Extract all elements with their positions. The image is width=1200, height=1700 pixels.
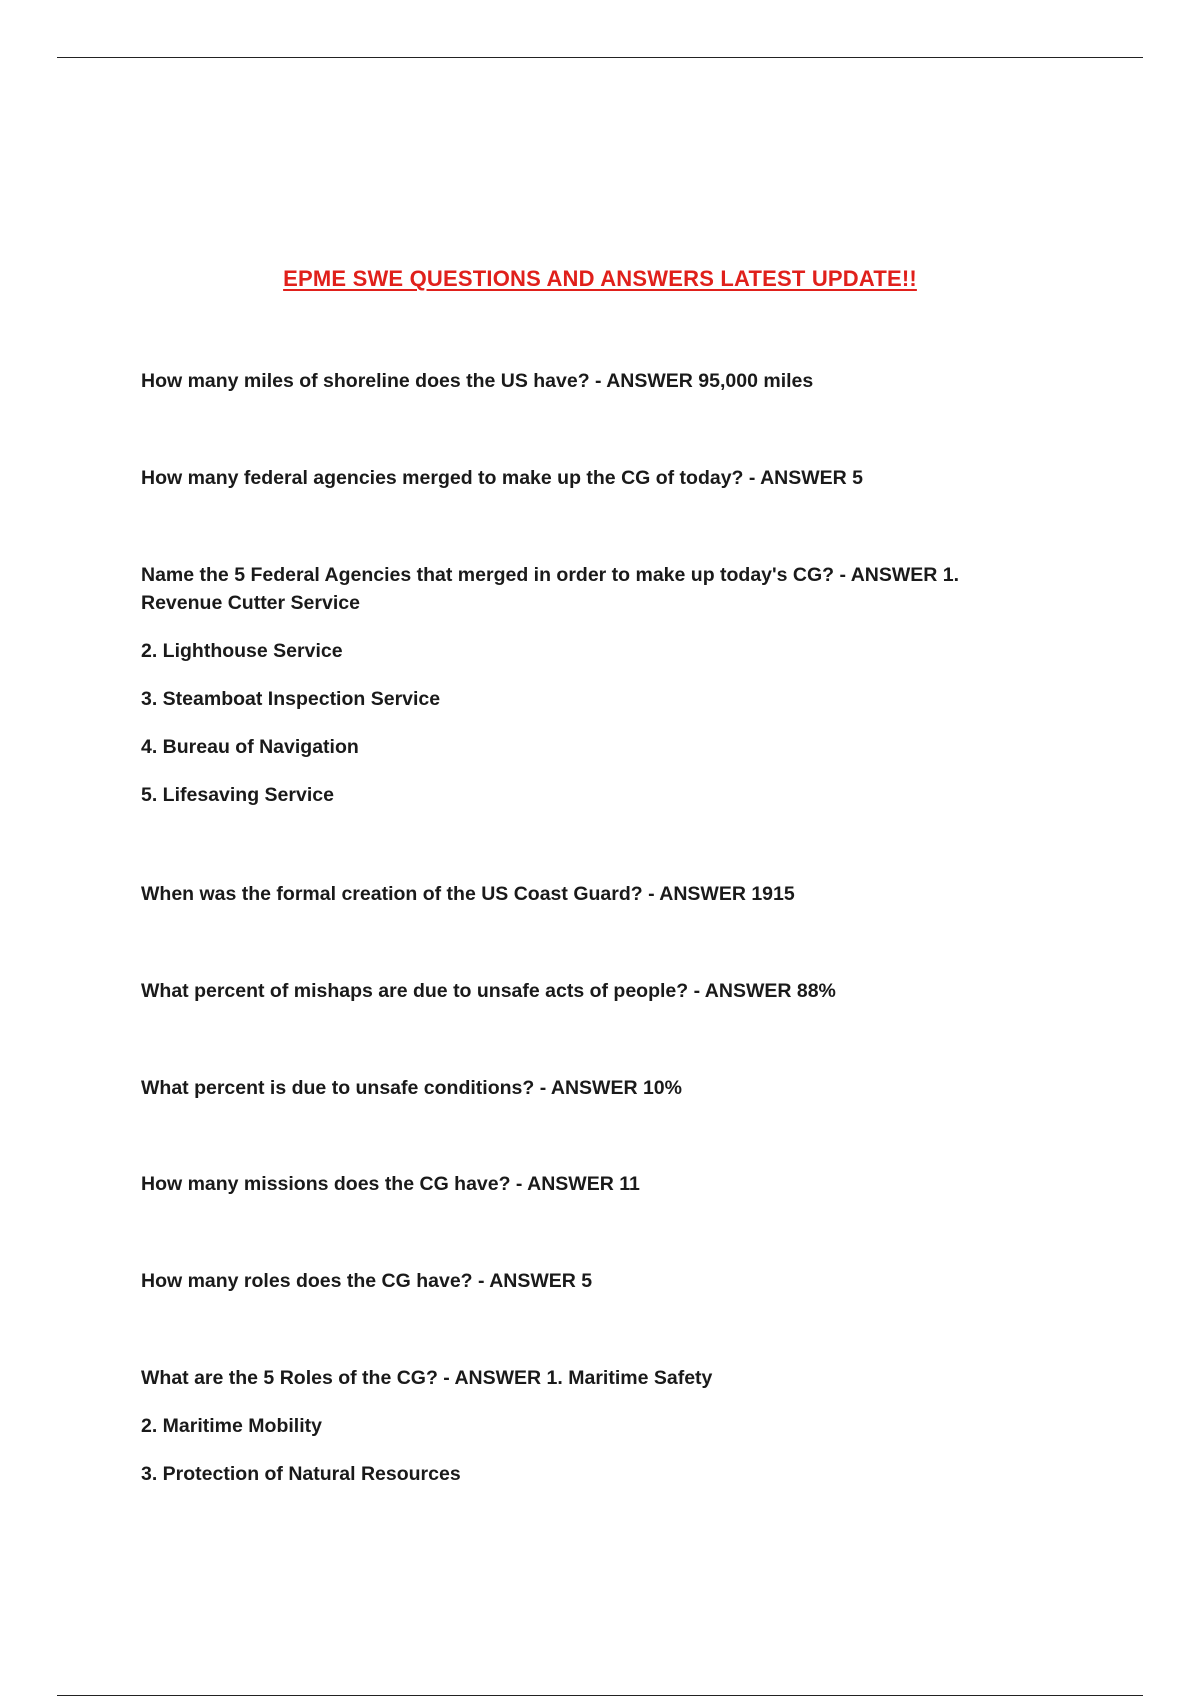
header-rule <box>57 57 1143 58</box>
qa-entry-five-agencies <box>141 561 1081 809</box>
qa-entry-shoreline <box>141 367 1081 395</box>
qa-entry-unsafe-acts <box>141 977 1081 1005</box>
list-item: 2. Lighthouse Service <box>141 640 343 662</box>
qa-text: How many federal agencies merged to make up the CG of today? - ANSWER 5 <box>141 467 864 489</box>
qa-text-continued: Revenue Cutter Service <box>141 592 360 614</box>
qa-text: Name the 5 Federal Agencies that merged in order to make up today's CG? - ANSWER 1. <box>141 564 960 586</box>
qa-text: How many missions does the CG have? - ANSWER 11 <box>141 1173 640 1195</box>
document-title: EPME SWE QUESTIONS AND ANSWERS LATEST UPDATE!! <box>283 266 917 291</box>
qa-text: What percent is due to unsafe conditions? - ANSWER 10% <box>141 1077 682 1099</box>
qa-text: How many roles does the CG have? - ANSWER 5 <box>141 1270 593 1292</box>
list-item: 3. Steamboat Inspection Service <box>141 688 441 710</box>
qa-entry-federal-agencies <box>141 464 1081 492</box>
qa-text: How many miles of shoreline does the US have? - ANSWER 95,000 miles <box>141 370 814 392</box>
qa-entry-missions <box>141 1170 1081 1198</box>
qa-text: When was the formal creation of the US Coast Guard? - ANSWER 1915 <box>141 883 795 905</box>
qa-text: What percent of mishaps are due to unsafe acts of people? - ANSWER 88% <box>141 980 836 1002</box>
list-item: 2. Maritime Mobility <box>141 1415 322 1437</box>
qa-entry-unsafe-conditions <box>141 1074 1081 1102</box>
list-item: 5. Lifesaving Service <box>141 784 334 806</box>
list-item: 3. Protection of Natural Resources <box>141 1463 461 1485</box>
footer-rule <box>57 1695 1143 1696</box>
qa-entry-roles <box>141 1267 1081 1295</box>
list-item: 4. Bureau of Navigation <box>141 736 359 758</box>
qa-entry-five-roles <box>141 1364 1081 1488</box>
qa-text: What are the 5 Roles of the CG? - ANSWER 1. Maritime Safety <box>141 1367 713 1389</box>
qa-entry-creation <box>141 880 1081 908</box>
